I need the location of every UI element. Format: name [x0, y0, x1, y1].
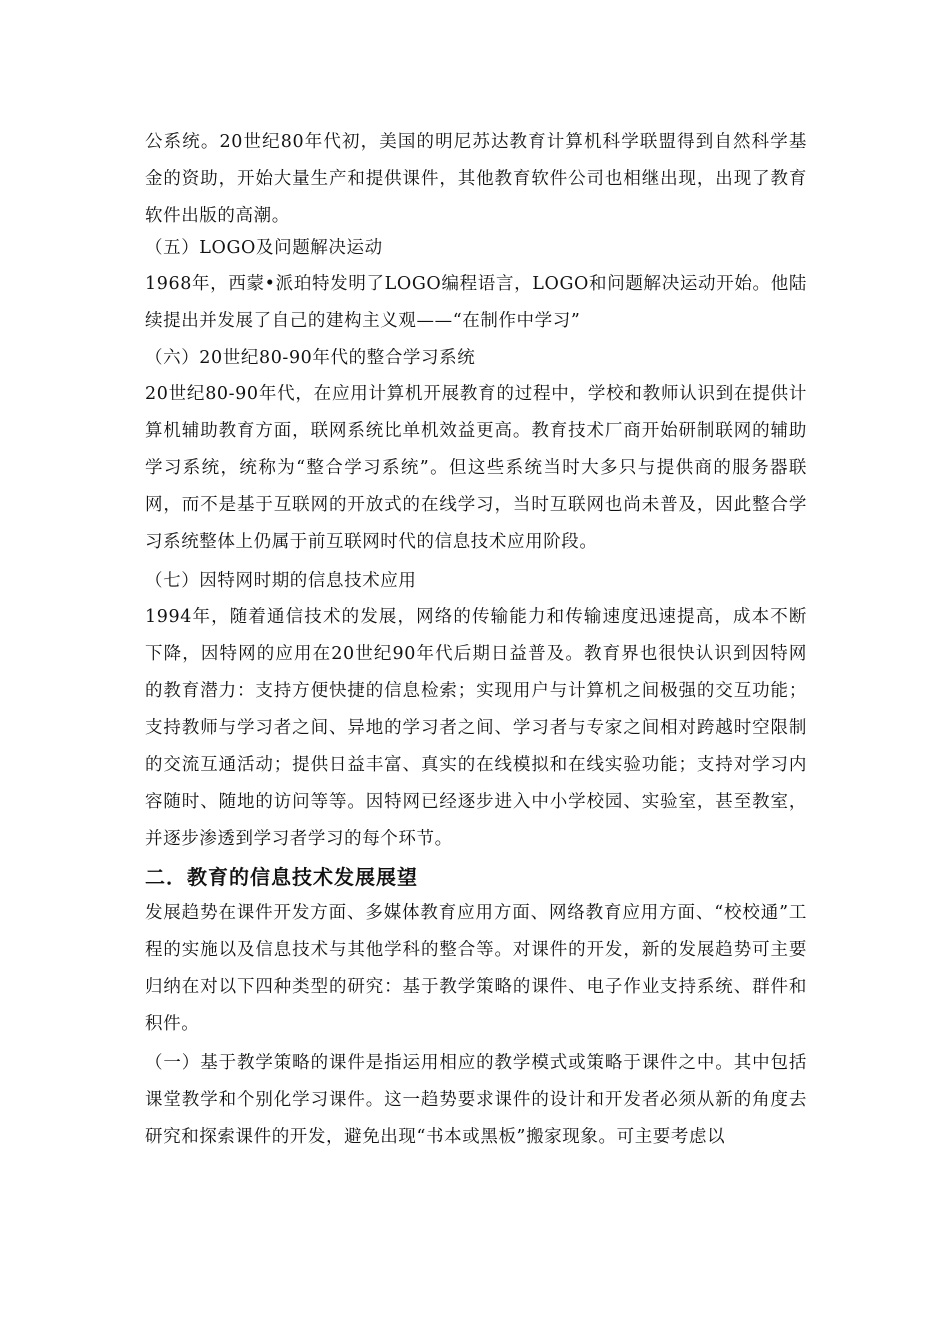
paragraph-logo: 1968年，西蒙•派珀特发明了LOGO编程语言，LOGO和问题解决运动开始。他陆续提出并发展了自己的建构主义观——“在制作中学习”	[145, 274, 807, 331]
paragraph-development-trends: 发展趋势在课件开发方面、多媒体教育应用方面、网络教育应用方面、“校校通”工程的实施以及信息技术与其他学科的整合等。对课件的开发，新的发展趋势可主要归纳在对以下四种类型的研究：基于教学策略的课件、电子作业支持系统、群件和积件。	[145, 903, 807, 1034]
subheading-integrated-learning-systems: （六）20世纪80-90年代的整合学习系统	[145, 348, 476, 368]
section-heading-outlook: 二．教育的信息技术发展展望	[145, 865, 418, 889]
paragraph-internet-era: 1994年，随着通信技术的发展，网络的传输能力和传输速度迅速提高，成本不断下降，因特网的应用在20世纪90年代后期日益普及。教育界也很快认识到因特网的教育潜力：支持方便快捷的信息检索；实现用户与计算机之间极强的交互功能；支持教师与学习者之间、异地的学习者之间、学习者与专家之间相对跨越时空限制的交流互通活动；提供日益丰富、真实的在线模拟和在线实验功能；支持对学习内容随时、随地的访问等等。因特网已经逐步进入中小学校园、实验室，甚至教室，并逐步渗透到学习者学习的每个环节。	[145, 607, 807, 849]
paragraph-integrated-learning: 20世纪80-90年代，在应用计算机开展教育的过程中，学校和教师认识到在提供计算机辅助教育方面，联网系统比单机效益更高。教育技术厂商开始研制联网的辅助学习系统，统称为“整合学习系统”。但这些系统当时大多只与提供商的服务器联网，而不是基于互联网的开放式的在线学习，当时互联网也尚未普及，因此整合学习系统整体上仍属于前互联网时代的信息技术应用阶段。	[145, 384, 807, 552]
subheading-internet-era: （七）因特网时期的信息技术应用	[145, 571, 417, 591]
paragraph-educational-software: 公系统。20世纪80年代初，美国的明尼苏达教育计算机科学联盟得到自然科学基金的资助，开始大量生产和提供课件，其他教育软件公司也相继出现，出现了教育软件出版的高潮。	[145, 132, 807, 226]
subheading-logo-movement: （五）LOGO及问题解决运动	[145, 238, 383, 258]
paragraph-strategy-courseware: （一）基于教学策略的课件是指运用相应的教学模式或策略于课件之中。其中包括课堂教学和个别化学习课件。这一趋势要求课件的设计和开发者必须从新的角度去研究和探索课件的开发，避免出现“书本或黑板”搬家现象。可主要考虑以	[145, 1053, 807, 1147]
